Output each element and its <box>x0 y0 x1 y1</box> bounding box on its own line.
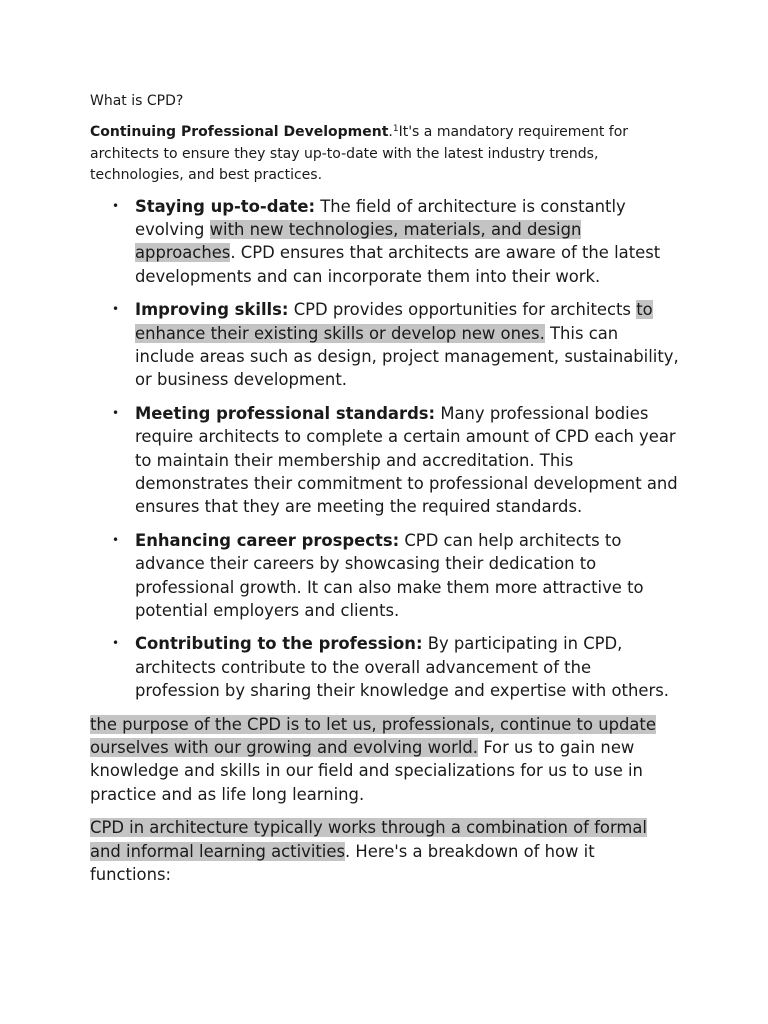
highlighted-text: with new technologies, materials, and design approaches <box>135 219 582 263</box>
bullet-icon: • <box>112 405 120 420</box>
intro-term: Continuing Professional Development <box>90 124 389 140</box>
list-item-text: CPD provides opportunities for architects <box>293 300 637 320</box>
intro-text: It's a mandatory requirement for architects to ensure they stay up-to-date with the latest industry trends, technologies, and best practices. <box>90 124 629 183</box>
list-item-text: CPD can help architects to advance their careers by showcasing their dedication to professional growth. It can also make them more attractive to potential employers and clients. <box>135 530 644 620</box>
purpose-paragraph <box>90 713 680 807</box>
list-item-title: Staying up-to-date: <box>135 196 316 216</box>
list-item-text-end: This can include areas such as design, project management, sustainability, or business development. <box>135 323 679 390</box>
how-it-works-text: . Here's a breakdown of how it functions: <box>90 841 595 885</box>
bullet-icon: • <box>112 532 120 547</box>
list-item-text: Many professional bodies require architects to complete a certain amount of CPD each year to maintain their membership and accreditation. This demonstrates their commitment to professional development and ensures that they are meeting the required standards. <box>135 403 678 517</box>
cpd-benefits-list <box>90 195 680 703</box>
footnote-marker[interactable]: 1 <box>392 124 399 134</box>
highlighted-text: to enhance their existing skills or develop new ones. <box>135 300 653 343</box>
highlighted-text: CPD in architecture typically works through a combination of formal and informal learning activities <box>90 818 647 861</box>
bullet-icon: • <box>112 198 120 213</box>
doc-heading: What is CPD? <box>90 93 184 109</box>
list-item-title: Meeting professional standards: <box>135 403 436 423</box>
list-item <box>90 632 680 702</box>
list-item-text-end: . CPD ensures that architects are aware of the latest developments and can incorporate them into their work. <box>135 243 661 286</box>
list-item-title: Improving skills: <box>135 300 289 320</box>
highlighted-text: the purpose of the CPD is to let us, professionals, continue to update ourselves with our growing and evolving world. <box>90 714 656 758</box>
list-item <box>90 195 680 289</box>
intro-term-dot: . <box>388 124 393 140</box>
bullet-icon: • <box>112 636 120 651</box>
bullet-icon: • <box>112 302 120 317</box>
list-item <box>90 402 680 519</box>
list-item-title: Contributing to the profession: <box>135 634 423 654</box>
list-item-text: The field of architecture is constantly evolving <box>135 196 626 239</box>
list-item <box>90 298 680 392</box>
list-item-title: Enhancing career prospects: <box>135 530 400 550</box>
document-page <box>90 91 680 896</box>
how-it-works-paragraph <box>90 816 680 886</box>
purpose-text: For us to gain new knowledge and skills in our field and specializations for us to use in practice and as life long learning. <box>90 738 643 804</box>
list-item <box>90 529 680 623</box>
list-item-text: By participating in CPD, architects contribute to the overall advancement of the profession by sharing their knowledge and expertise with others. <box>135 634 669 701</box>
intro-paragraph <box>90 122 680 187</box>
